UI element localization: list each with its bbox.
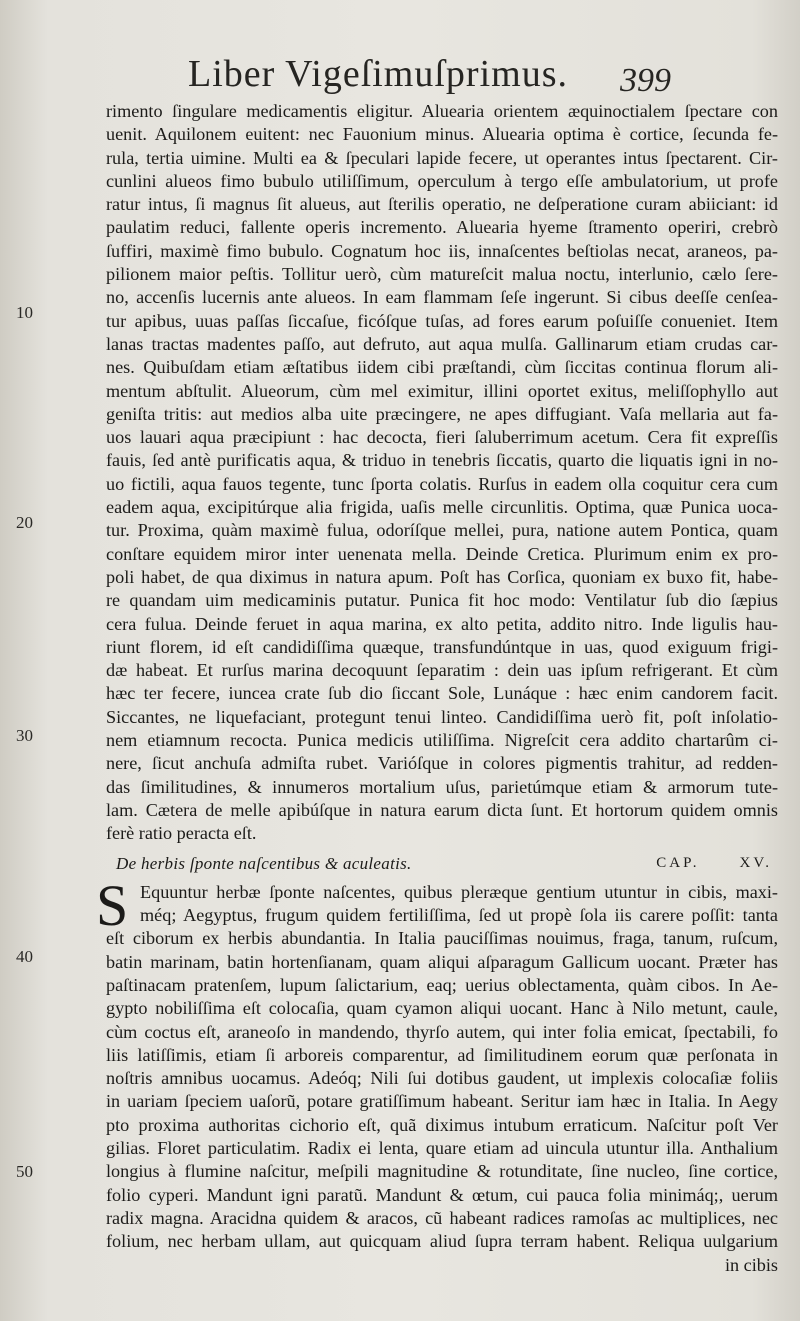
text-line: gilias. Floret particulatim. Radix ei lenta, quare etiam ad uincula utuntur illa. Anthalium <box>106 1138 778 1159</box>
text-line: Siccantes, ne liquefaciant, protegunt tenui linteo. Candidiſſima uerò fit, poſt inſolatio- <box>106 706 778 727</box>
chapter-title: De herbis ſponte naſcentibus & aculeatis. <box>116 853 412 873</box>
chapter-label <box>656 852 778 875</box>
paragraph-continuation <box>106 100 778 846</box>
drop-cap-letter: S <box>96 872 129 938</box>
text-line: cunlini alueos fimo bubulo utiliſſimum, operculum à tergo eſſe ambulatorium, ut profe <box>106 170 778 191</box>
text-line: liis latiſſimis, etiam ſi arboreis comparentur, ad ſimilitudinem eorum quæ perſonata in <box>106 1044 778 1065</box>
text-line: méq; Aegyptus, frugum quidem fertiliſſima, ſed ut propè ſola iis carere poſſit: tanta <box>140 905 778 926</box>
text-line: hæc ter fecere, iuncea crate ſub dio ſiccant Sole, Lunáque : hæc enim candorem facit. <box>106 683 778 704</box>
text-line: rimento ſingulare medicamentis eligitur. Aluearia orientem æquinoctialem ſpectare con <box>106 101 778 121</box>
catchword: in cibis <box>724 1254 778 1275</box>
text-line: folio cyperi. Mandunt igni paratũ. Mandunt & œtum, cui pauca folia minimáq;, uerum <box>106 1184 778 1205</box>
text-line: poli habet, de qua diximus in natura apum. Poſt has Corſica, quoniam ex buxo fit, habe- <box>106 566 778 587</box>
text-line: das ſimilitudines, & innumeros mortalium uſus, parietúmque etiam & armorum tute- <box>106 776 778 797</box>
text-line: ratur intus, ſi magnus ſit alueus, aut ſterilis operatio, ne deſperatione curam abiiciant: id <box>106 194 778 215</box>
text-line: cera fulua. Deinde feruet in aqua marina, ex alto petita, addito nitro. Inde ligulis hau- <box>106 613 778 634</box>
text-line: mentum abſtulit. Alueorum, cùm mel eximitur, illini oportet exitus, meliſſophyllo aut <box>106 380 778 401</box>
text-line: ferè ratio peracta eſt. <box>106 823 257 844</box>
chapter-number: XV. <box>739 854 772 871</box>
text-line: dæ habeat. Et rurſus marina decoquunt ſeparatim : dein uas ipſum refrigerant. Et cùm <box>106 660 778 681</box>
text-line: uenit. Aquilonem euitent: nec Fauonium minus. Aluearia optima è cortice, ſecunda fe- <box>106 124 778 145</box>
chapter-heading <box>106 852 778 875</box>
text-line: fauis, ſed antè purificatis aqua, & triduo in tenebris ſiccatis, quarto die liquatis igni in no- <box>106 450 778 471</box>
line-number-50: 50 <box>16 1162 33 1181</box>
line-number-40: 40 <box>16 947 33 966</box>
text-line-content: Equuntur herbæ ſponte naſcentes, quibus pleræque gentium utuntur in cibis, maxi- <box>140 881 778 902</box>
text-line: lanas tractas madentes paſſo, aut defruto, aut aqua mulſa. Gallinarum etiam crudas car- <box>106 333 778 354</box>
text-line: noſtris amnibus uocamus. Adeóq; Nili ſui dotibus gaudent, ut implexis colocaſiæ foliis <box>106 1068 778 1089</box>
line-number-30: 30 <box>16 726 33 745</box>
page-number: 399 <box>620 62 671 99</box>
line-number-10: 10 <box>16 303 33 322</box>
text-line: folium, nec herbam ullam, aut quicquam aliud ſupra terram habent. Reliqua uulgarium <box>106 1231 778 1252</box>
text-line: longius à flumine naſcitur, meſpili magnitudine & rotunditate, ſine nucleo, ſine cortice, <box>106 1161 778 1182</box>
paragraph-chapter-xv <box>96 872 778 1254</box>
text-line: in uariam ſpeciem uaſorũ, potare gratiſſimum habeant. Seritur iam hæc in Italia. In Aegy <box>106 1091 778 1112</box>
text-line: nes. Quibuſdam etiam æſtatibus iidem cibi præſtandi, cùm ſiccitas continua florum ali- <box>106 357 778 378</box>
text-block <box>96 100 778 1277</box>
chapter-cap-label: CAP. <box>656 854 700 871</box>
text-line: rula, tertia uimine. Multi ea & ſpeculari lapide fecere, ut operantes intus ſpectarent. Cir- <box>106 147 778 168</box>
text-line: cùm coctus eſt, araneoſo in mandendo, thyrſo autem, qui inter folia emicat, ſpectabili, fo <box>106 1021 778 1042</box>
text-line: conſtare equidem miror inter uenenata mella. Deinde Cretica. Plurimum enim ex pro- <box>106 543 778 564</box>
text-line: paſtinacam pratenſem, lupum ſalictarium, eaq; uerius oblectamenta, quàm cibos. In Ae- <box>106 974 778 995</box>
text-line: lam. Cætera de melle apibúſque in natura earum dicta ſunt. Et hortorum quidem omnis <box>106 799 778 820</box>
line-number-20: 20 <box>16 513 33 532</box>
text-line: pto proxima authoritas cichorio eſt, quã diximus intubum erraticum. Naſcitur poſt Ver <box>106 1114 778 1135</box>
text-line: gypto nobiliſſima eſt colocaſia, quam cyamon aliqui uocant. Hanc à Nilo metunt, caule, <box>106 998 778 1019</box>
text-line: uos lauari aqua præcipiunt : hac decocta, fieri ſaluberrimum acetum. Cera fit expreſſis <box>106 427 778 448</box>
text-line: riunt florem, id eſt candidiſſima quæque, transfundúntque in uas, quod exiguum frigi- <box>106 636 778 657</box>
text-line: nere, ſicut anchuſa admiſta rubet. Varióſque in colores pigmentis trahitur, ad redden- <box>106 753 778 774</box>
text-line: radix magna. Aracidna quidem & aracos, cũ habeant radices ramoſas ac multiplices, nec <box>106 1207 778 1228</box>
text-line: eſt ciborum ex herbis abundantia. In Italia pauciſſimas nouimus, fraga, tanum, ruſcum, <box>106 928 778 949</box>
text-line: tur apibus, uuas paſſas ſiccaſue, ficóſque tuſas, ad fores earum poſuiſſe conueniet. Item <box>106 310 778 331</box>
text-line: no, accenſis lucernis ante alueos. In eam flammam ſeſe ingerunt. Si cibus deeſſe cenſea- <box>106 287 778 308</box>
text-line: nem etiamnum recocta. Punica medicis utiliſſima. Nigreſcit cera addito chartarûm ci- <box>106 730 778 751</box>
text-line: geniſta tritis: aut medios alba uite præcingere, ne apes diffugiant. Vaſa mellaria aut fa- <box>106 403 778 424</box>
text-line: tur. Proxima, quàm maximè fulua, odoríſque mellei, pura, natione autem Pontica, quam <box>106 520 778 541</box>
text-line: pilionem maior peſtis. Tollitur uerò, cùm matureſcit malua noctu, interlunio, cælo ſere- <box>106 264 778 285</box>
text-line: paulatim reduci, fallente operis incremento. Aluearia hyeme ſtramento operiri, crebrò <box>106 217 778 238</box>
text-line: eadem aqua, excipitúrque alia frigida, uaſis melle circunlitis. Optima, quæ Punica uoca- <box>106 497 778 518</box>
running-header-title: Liber Vigeſimuſprimus. <box>188 53 568 95</box>
text-line: uo fictili, aqua fauos tegente, tunc ſporta colatis. Rurſus in eadem olla coquitur cera cum <box>106 473 778 494</box>
text-line: batin marinam, batin hortenſianam, quam aliqui aſparagum Gallicum uocant. Præter has <box>106 951 778 972</box>
text-line: re quandam uim medicaminis putatur. Punica fit hoc modo: Ventilatur ſub dio ſæpius <box>106 590 778 611</box>
text-line: ſuffiri, maximè fimo bubulo. Cognatum hoc iis, innaſcentes beſtiolas necat, araneos, pa- <box>106 240 778 261</box>
